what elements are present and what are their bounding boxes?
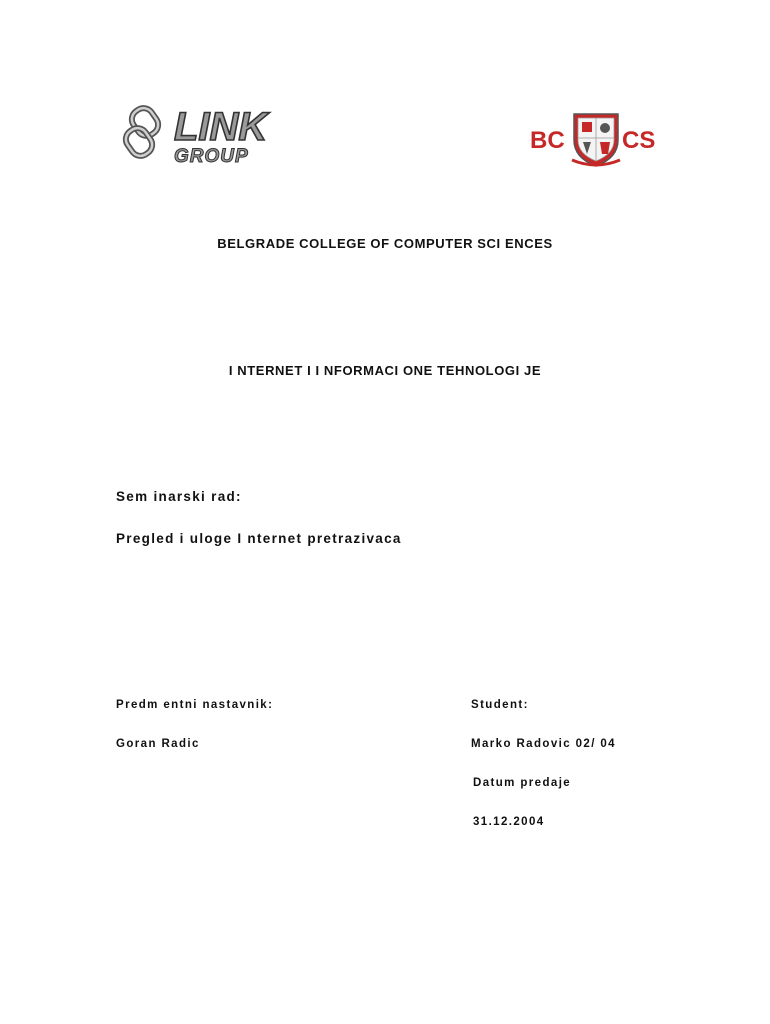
student-label: Student:: [471, 699, 529, 711]
svg-text:CS: CS: [622, 127, 656, 154]
bccs-logo: [528, 110, 664, 170]
link-group-logo: [122, 102, 292, 166]
college-title: BELGRADE COLLEGE OF COMPUTER SCI ENCES: [217, 236, 553, 251]
crest-shield-icon: [572, 114, 620, 166]
teacher-label: Predm entni nastavnik:: [116, 699, 274, 711]
student-name: Marko Radovic 02/ 04: [471, 738, 616, 750]
svg-text:GROUP: GROUP: [174, 146, 249, 166]
svg-text:LINK: LINK: [174, 105, 268, 149]
submission-date: 31.12.2004: [473, 816, 545, 828]
paper-topic: Pregled i uloge I nternet pretrazivaca: [116, 531, 402, 546]
teacher-name: Goran Radic: [116, 738, 200, 750]
svg-text:BC: BC: [530, 127, 565, 154]
paper-type-label: Sem inarski rad:: [116, 489, 242, 504]
course-title: I NTERNET I I NFORMACI ONE TEHNOLOGI JE: [228, 363, 542, 378]
chain-link-icon: [122, 104, 162, 160]
submission-date-label: Datum predaje: [473, 777, 572, 789]
